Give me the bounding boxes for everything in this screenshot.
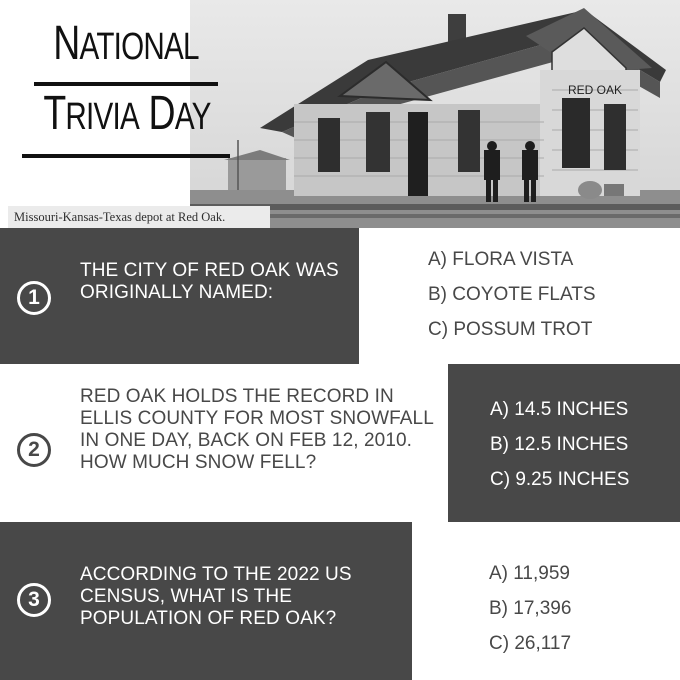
answer-option: C) POSSUM TROT	[428, 319, 593, 340]
answer-list	[428, 242, 596, 347]
answer-option: B) COYOTE FLATS	[428, 284, 596, 305]
question-panel	[0, 522, 412, 680]
question-text: ACCORDING TO THE 2022 US CENSUS, WHAT IS THE POPULATION OF RED OAK?	[80, 564, 352, 629]
depot-sign-text: RED OAK	[568, 83, 623, 97]
answer-option: C) 26,117	[489, 633, 572, 654]
answer-option: A) 11,959	[489, 563, 570, 584]
answer-option: C) 9.25 INCHES	[490, 469, 630, 490]
title-line-1: NATIONAL	[53, 17, 199, 70]
question-text: THE CITY OF RED OAK WAS ORIGINALLY NAMED:	[80, 260, 339, 303]
answer-option: B) 17,396	[489, 598, 572, 619]
answer-list	[490, 392, 629, 497]
question-number-badge: 1	[17, 281, 51, 315]
answer-option: A) FLORA VISTA	[428, 249, 574, 270]
answer-list	[489, 556, 571, 661]
question-number-badge: 3	[17, 583, 51, 617]
answer-option: B) 12.5 INCHES	[490, 434, 629, 455]
question-panel	[0, 228, 359, 364]
answer-panel	[448, 364, 680, 522]
answer-panel	[359, 228, 680, 364]
answer-panel	[412, 522, 680, 680]
answer-option: A) 14.5 INCHES	[490, 399, 629, 420]
title-line-2: TRIVIA DAY	[43, 87, 211, 140]
photo-caption: Missouri-Kansas-Texas depot at Red Oak.	[8, 206, 270, 228]
question-row	[0, 522, 680, 680]
depot-photo	[190, 0, 680, 228]
question-text: RED OAK HOLDS THE RECORD IN ELLIS COUNTY FOR MOST SNOWFALL IN ONE DAY, BACK ON FEB 12, 2010. HOW MUCH SNOW FELL?	[80, 386, 434, 473]
title-underline	[34, 82, 218, 86]
title-underline	[22, 154, 230, 158]
question-number-badge: 2	[17, 433, 51, 467]
question-row	[0, 228, 680, 364]
question-row	[0, 364, 680, 522]
header	[0, 0, 680, 228]
question-panel	[0, 364, 448, 522]
